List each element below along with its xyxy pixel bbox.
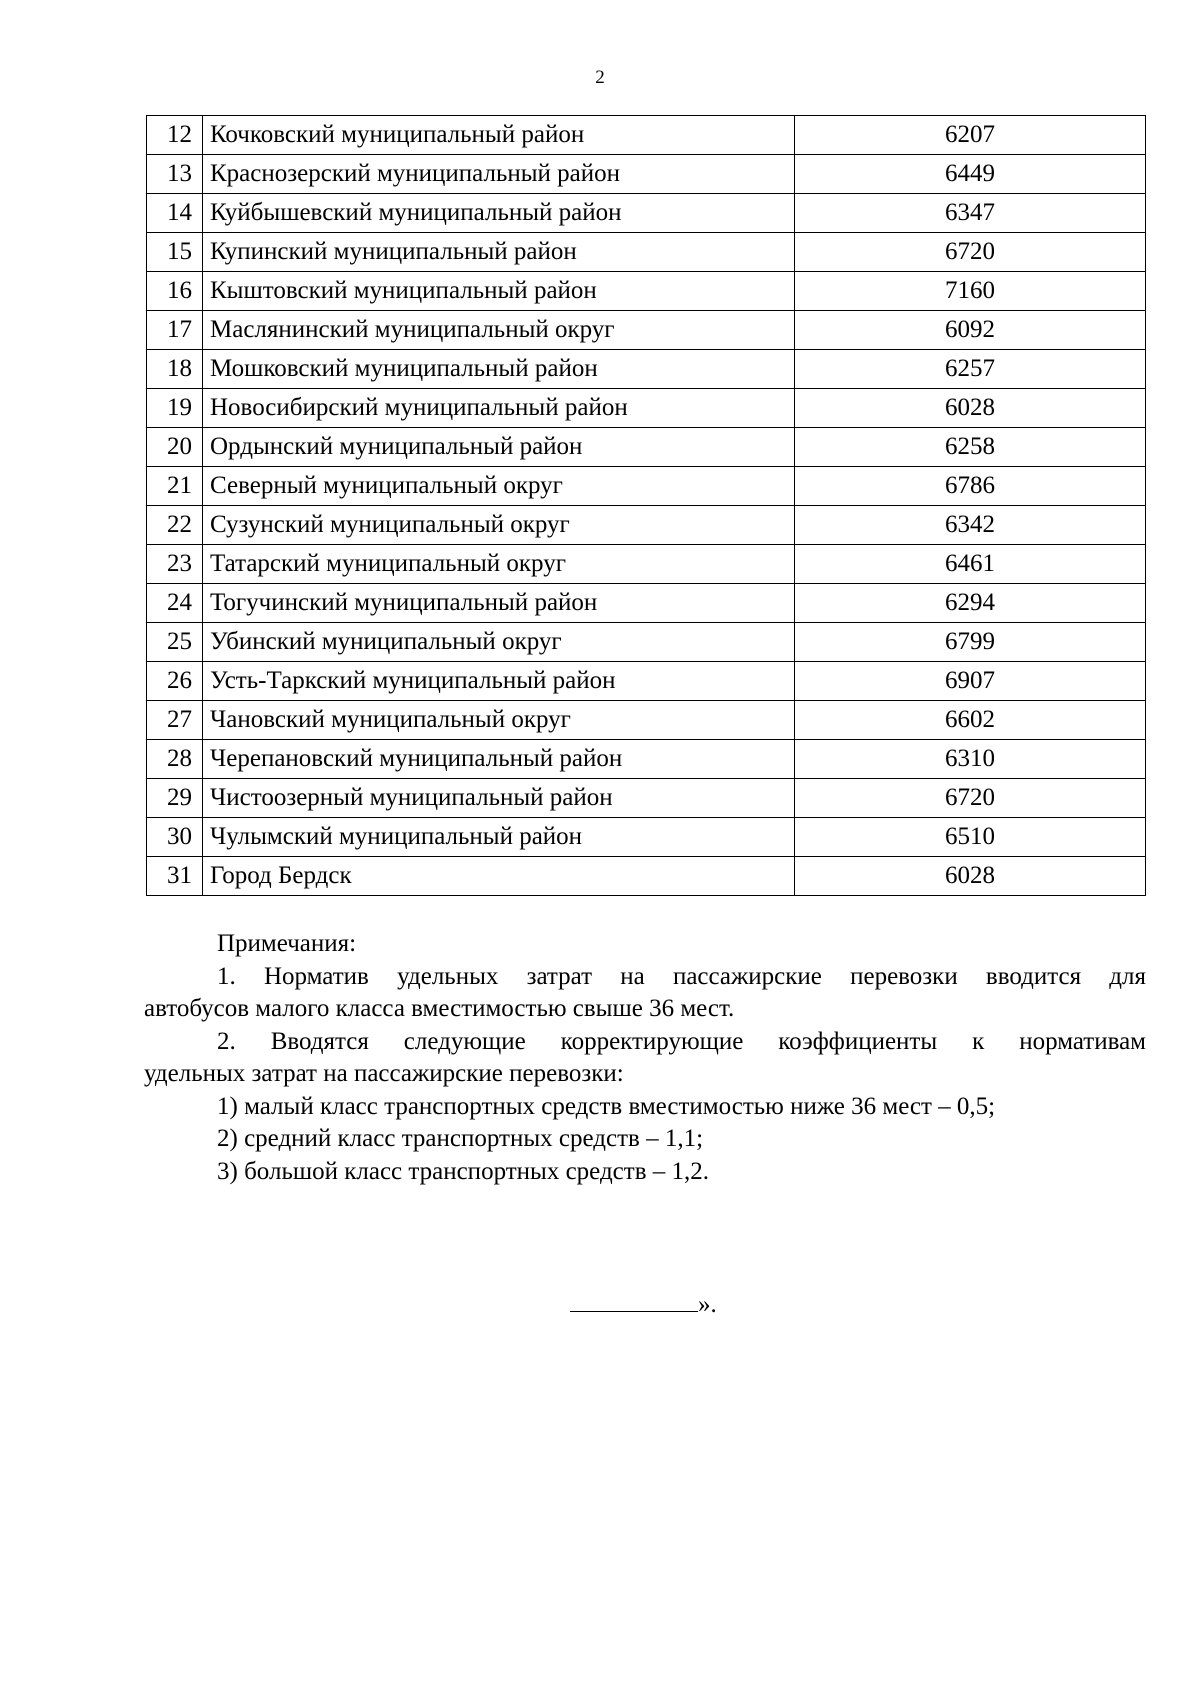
cost-norm-value: 6347 (795, 194, 1146, 233)
row-number: 26 (147, 662, 203, 701)
row-number: 22 (147, 506, 203, 545)
cost-norm-value: 6510 (795, 818, 1146, 857)
cost-norm-value: 6028 (795, 857, 1146, 896)
signature-underline (570, 1289, 698, 1312)
municipality-name: Кыштовский муниципальный район (203, 272, 795, 311)
municipality-name: Убинский муниципальный округ (203, 623, 795, 662)
municipality-name: Северный муниципальный округ (203, 467, 795, 506)
row-number: 23 (147, 545, 203, 584)
municipality-name: Кочковский муниципальный район (203, 116, 795, 155)
table-row (147, 740, 1146, 779)
cost-norm-value: 6258 (795, 428, 1146, 467)
note-1-line-2: автобусов малого класса вместимостью свыше 36 мест. (144, 995, 735, 1022)
table-row (147, 545, 1146, 584)
table-row (147, 506, 1146, 545)
cost-norm-value: 6449 (795, 155, 1146, 194)
cost-norm-value: 6786 (795, 467, 1146, 506)
cost-norm-value: 6461 (795, 545, 1146, 584)
municipality-name: Тогучинский муниципальный район (203, 584, 795, 623)
coefficient-item-1: 1) малый класс транспортных средств вместимостью ниже 36 мест – 0,5; (217, 1092, 996, 1120)
table-row (147, 584, 1146, 623)
row-number: 17 (147, 311, 203, 350)
table-row (147, 155, 1146, 194)
municipality-name: Чулымский муниципальный район (203, 818, 795, 857)
municipality-name: Татарский муниципальный округ (203, 545, 795, 584)
municipality-name: Купинский муниципальный район (203, 233, 795, 272)
cost-norm-value: 6720 (795, 233, 1146, 272)
row-number: 28 (147, 740, 203, 779)
row-number: 25 (147, 623, 203, 662)
coefficient-item-3: 3) большой класс транспортных средств – 1,2. (217, 1157, 709, 1185)
table-row (147, 389, 1146, 428)
table-body (147, 116, 1146, 896)
cost-norm-value: 6907 (795, 662, 1146, 701)
notes-section (144, 928, 1146, 1188)
row-number: 24 (147, 584, 203, 623)
table-row (147, 467, 1146, 506)
note-2-line-1: 2. Вводятся следующие корректирующие коэффициенты к нормативам (217, 1027, 1146, 1055)
cost-norm-value: 6799 (795, 623, 1146, 662)
table-row (147, 701, 1146, 740)
page-number: 2 (595, 67, 605, 88)
municipality-name: Черепановский муниципальный район (203, 740, 795, 779)
table-row (147, 428, 1146, 467)
table-row (147, 662, 1146, 701)
table-row (147, 116, 1146, 155)
municipality-name: Мошковский муниципальный район (203, 350, 795, 389)
coefficient-item-2: 2) средний класс транспортных средств – 1,1; (217, 1125, 704, 1152)
row-number: 18 (147, 350, 203, 389)
cost-norm-value: 6294 (795, 584, 1146, 623)
row-number: 13 (147, 155, 203, 194)
cost-norms-table (146, 115, 1146, 896)
row-number: 29 (147, 779, 203, 818)
cost-norm-value: 6342 (795, 506, 1146, 545)
table-row (147, 623, 1146, 662)
row-number: 20 (147, 428, 203, 467)
closing-mark (570, 1289, 717, 1320)
municipality-name: Усть-Таркский муниципальный район (203, 662, 795, 701)
row-number: 27 (147, 701, 203, 740)
row-number: 19 (147, 389, 203, 428)
municipality-name: Маслянинский муниципальный округ (203, 311, 795, 350)
row-number: 14 (147, 194, 203, 233)
row-number: 12 (147, 116, 203, 155)
cost-norm-value: 6207 (795, 116, 1146, 155)
row-number: 21 (147, 467, 203, 506)
municipality-name: Ордынский муниципальный район (203, 428, 795, 467)
municipality-name: Чистоозерный муниципальный район (203, 779, 795, 818)
table-row (147, 272, 1146, 311)
row-number: 31 (147, 857, 203, 896)
cost-norm-value: 6028 (795, 389, 1146, 428)
table-row (147, 233, 1146, 272)
table-row (147, 779, 1146, 818)
note-1-line-1: 1. Норматив удельных затрат на пассажирские перевозки вводится для (217, 962, 1146, 990)
table-row (147, 311, 1146, 350)
cost-norm-value: 6092 (795, 311, 1146, 350)
municipality-name: Краснозерский муниципальный район (203, 155, 795, 194)
cost-norm-value: 7160 (795, 272, 1146, 311)
municipality-name: Сузунский муниципальный округ (203, 506, 795, 545)
table-row (147, 818, 1146, 857)
note-2-line-2: удельных затрат на пассажирские перевозки: (144, 1060, 624, 1087)
cost-norm-value: 6602 (795, 701, 1146, 740)
row-number: 16 (147, 272, 203, 311)
row-number: 30 (147, 818, 203, 857)
closing-quote: ». (698, 1291, 717, 1318)
notes-heading: Примечания: (217, 930, 357, 957)
table-row (147, 194, 1146, 233)
cost-norm-value: 6310 (795, 740, 1146, 779)
municipality-name: Новосибирский муниципальный район (203, 389, 795, 428)
municipality-name: Куйбышевский муниципальный район (203, 194, 795, 233)
cost-norm-value: 6720 (795, 779, 1146, 818)
municipality-name: Город Бердск (203, 857, 795, 896)
row-number: 15 (147, 233, 203, 272)
table-row (147, 350, 1146, 389)
municipality-name: Чановский муниципальный округ (203, 701, 795, 740)
cost-norm-value: 6257 (795, 350, 1146, 389)
table-row (147, 857, 1146, 896)
